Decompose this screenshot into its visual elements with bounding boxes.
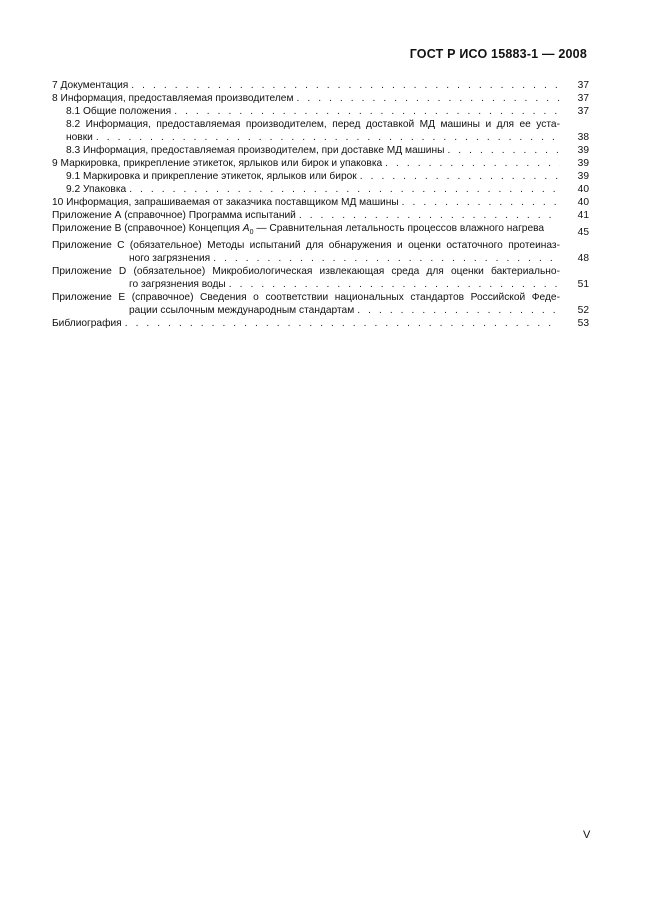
toc-entry-appendix-b[interactable] [52,222,589,239]
toc-label: 9.1 Маркировка и прикрепление этикеток, ярлыков или бирок [66,171,357,182]
toc-leader [131,79,560,92]
toc-entry-9[interactable] [52,157,589,170]
toc-entry-8-3[interactable] [52,144,589,157]
toc-leader [96,131,560,144]
toc-label-line1: Приложение С (обязательное) Методы испытаний для обнаружения и оценки остаточного протеиназ- [52,240,560,252]
toc-label: 9.2 Упаковка [66,184,127,195]
toc-label-line1: 8.2 Информация, предоставляемая производителем, перед доставкой МД машины и для ее уста- [66,119,560,130]
toc-label: Библиография [52,318,122,330]
toc-entry-bibliography[interactable] [52,317,589,330]
toc-entry-appendix-c[interactable] [52,239,589,265]
toc-leader [125,317,560,330]
toc-page: 39 [577,171,589,182]
toc-entry-appendix-a[interactable] [52,209,589,222]
toc-label: Приложение В (справочное) Концепция $A_0$ — Сравнительная летальность процессов влажного нагрева [52,223,545,237]
toc-leader [357,304,560,317]
toc-leader [229,278,560,291]
toc-page: 37 [577,93,589,104]
page-number: V [583,829,591,841]
toc-label: 10 Информация, запрашиваемая от заказчика поставщиком МД машины [52,197,399,208]
toc-label: Приложение А (справочное) Программа испытаний [52,210,296,221]
toc-page: 45 [577,227,589,239]
toc-label: 9 Маркировка, прикрепление этикеток, ярлыков или бирок и упаковка [52,158,383,169]
toc-page: 48 [577,253,589,265]
toc-entry-10[interactable] [52,196,589,209]
toc-page: 53 [577,318,589,330]
toc-page: 39 [577,158,589,169]
toc-page: 41 [577,210,589,221]
toc-leader [174,105,560,118]
toc-page: 37 [577,80,589,91]
toc-entry-9-1[interactable] [52,170,589,183]
toc-entry-appendix-d[interactable] [52,265,589,291]
toc-entry-8-1[interactable] [52,105,589,118]
toc-entry-8-2[interactable] [52,118,589,144]
toc-entry-9-2[interactable] [52,183,589,196]
toc-page: 40 [577,197,589,208]
toc-entry-appendix-e[interactable] [52,291,589,317]
toc-label: 7 Документация [52,80,129,91]
toc-label-line2: го загрязнения воды [129,279,226,291]
document-header: ГОСТ Р ИСО 15883-1 — 2008 [409,47,587,61]
toc-leader [296,92,560,105]
toc-page: 39 [577,145,589,156]
toc-label-line2: новки [66,132,93,143]
toc-leader [360,170,560,183]
toc-label: 8.1 Общие положения [66,106,172,117]
toc-page: 40 [577,184,589,195]
toc-label: 8 Информация, предоставляемая производителем [52,93,294,104]
toc-page: 51 [577,279,589,291]
toc-page: 52 [577,305,589,317]
toc-leader [447,144,560,157]
toc-leader [213,252,560,265]
toc-page: 37 [577,106,589,117]
toc-label-line2: ного загрязнения [129,253,211,265]
toc-page: 38 [577,132,589,143]
toc-label: 8.3 Информация, предоставляемая производителем, при доставке МД машины [66,145,445,156]
toc-label-line1: Приложение D (обязательное) Микробиологическая извлекающая среда для оценки бактериально- [52,266,560,278]
toc-leader [402,196,560,209]
toc-entry-7[interactable] [52,79,589,92]
table-of-contents [52,79,589,330]
toc-leader [299,209,560,222]
toc-leader [129,183,560,196]
toc-leader [385,157,560,170]
toc-label-line1: Приложение Е (справочное) Сведения о соответствии национальных стандартов Российской Феде- [52,292,560,304]
toc-label-line2: рации ссылочным международным стандартам [129,305,355,317]
toc-entry-8[interactable] [52,92,589,105]
